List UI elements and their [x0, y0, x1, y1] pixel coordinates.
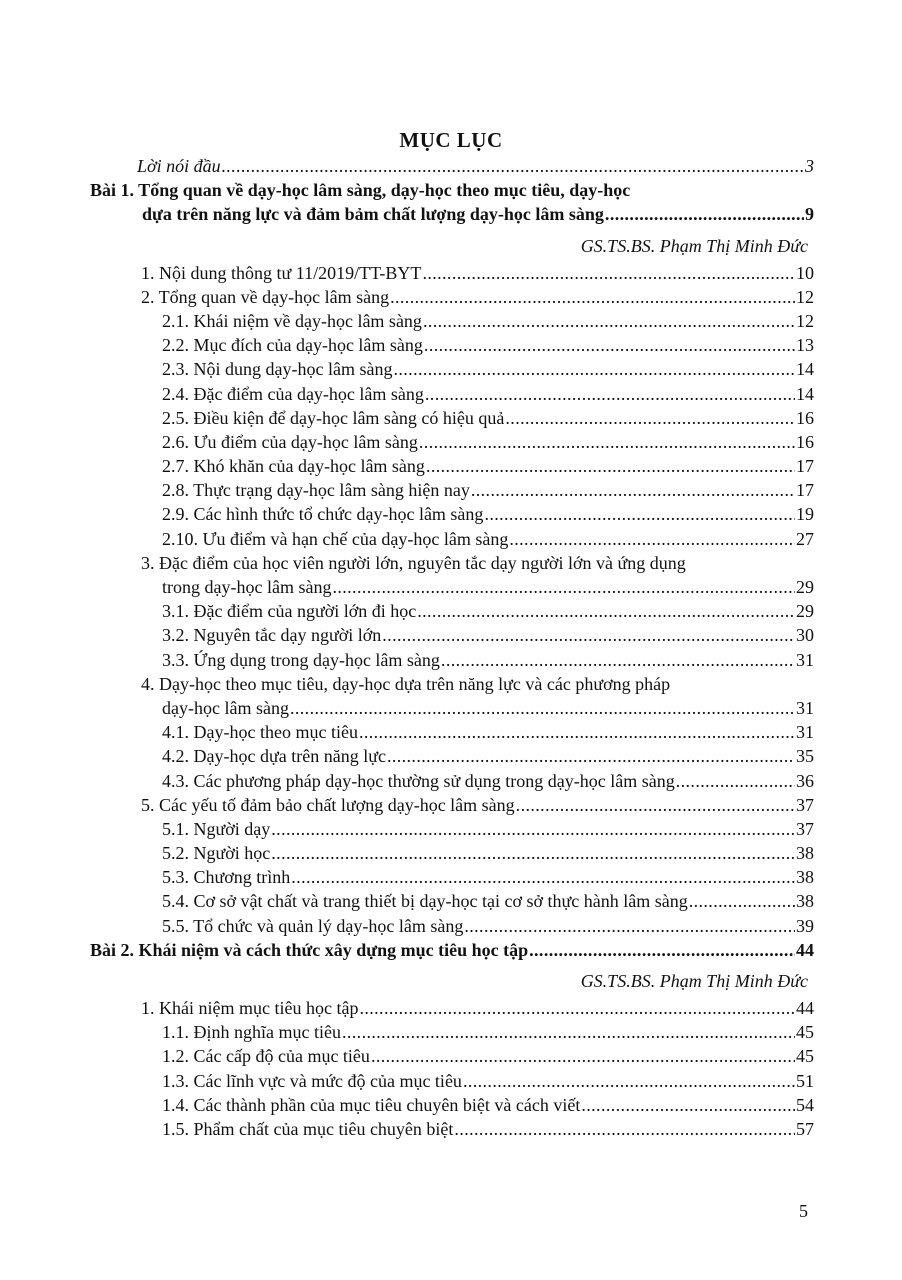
toc-entry-label: 1.5. Phẩm chất của mục tiêu chuyên biệt	[162, 1118, 454, 1139]
toc-entry-page: 13	[796, 335, 814, 356]
toc-entry[interactable]	[0, 672, 902, 696]
toc-entry[interactable]	[0, 1093, 902, 1117]
toc-entry-page: 36	[796, 770, 814, 791]
dot-leader	[359, 996, 795, 1020]
toc-entry[interactable]	[0, 696, 902, 720]
author-line: GS.TS.BS. Phạm Thị Minh Đức	[580, 971, 808, 991]
toc-entry-label: 1. Nội dung thông tư 11/2019/TT-BYT	[141, 262, 422, 283]
toc-entry-page: 12	[796, 286, 814, 307]
toc-entry-label: 4.3. Các phương pháp dạy-học thường sử dụng trong dạy-học lâm sàng	[162, 770, 675, 791]
toc-entry-label: dựa trên năng lực và đảm bảm chất lượng dạy-học lâm sàng	[142, 204, 604, 225]
toc-entry-label: 1.3. Các lĩnh vực và mức độ của mục tiêu	[162, 1070, 462, 1091]
toc-entry[interactable]	[0, 430, 902, 454]
toc-entry-label: 3.3. Ứng dụng trong dạy-học lâm sàng	[162, 649, 440, 670]
dot-leader	[291, 865, 795, 889]
toc-entry[interactable]	[0, 551, 902, 575]
page-title: MỤC LỤC	[399, 128, 503, 152]
toc-entry-label: 2.1. Khái niệm về dạy-học lâm sàng	[162, 310, 422, 331]
dot-leader	[387, 744, 795, 768]
toc-entry-label: 5.4. Cơ sở vật chất và trang thiết bị dạy-học tại cơ sở thực hành lâm sàng	[162, 891, 688, 912]
toc-entry-page: 44	[796, 939, 814, 960]
toc-entry-page: 29	[796, 601, 814, 622]
dot-leader	[424, 333, 795, 357]
dot-leader	[422, 261, 795, 285]
toc-entry-label: 1.2. Các cấp độ của mục tiêu	[162, 1046, 370, 1067]
toc-entry-page: 45	[796, 1046, 814, 1067]
dot-leader	[426, 454, 795, 478]
toc-entry[interactable]	[0, 309, 902, 333]
dot-leader	[359, 720, 795, 744]
toc-entry-page: 17	[796, 456, 814, 477]
toc-entry[interactable]	[0, 333, 902, 357]
toc-entry-page: 9	[805, 204, 814, 225]
toc-entry-page: 31	[796, 722, 814, 743]
toc-entry-label: 2.4. Đặc điểm của dạy-học lâm sàng	[162, 383, 424, 404]
toc-entry-page: 37	[796, 818, 814, 839]
toc-entry[interactable]	[0, 454, 902, 478]
dot-leader	[505, 406, 795, 430]
toc-entry-page: 37	[796, 794, 814, 815]
toc-entry-label: 2.7. Khó khăn của dạy-học lâm sàng	[162, 456, 425, 477]
toc-entry-label: 1. Khái niệm mục tiêu học tập	[141, 998, 359, 1018]
toc-entry[interactable]	[0, 914, 902, 938]
toc-entry-label: 2.8. Thực trạng dạy-học lâm sàng hiện nay	[162, 480, 470, 501]
toc-entry-page: 35	[796, 746, 814, 767]
toc-entry-page: 30	[796, 625, 814, 646]
toc-entry-page: 10	[796, 262, 814, 283]
dot-leader	[516, 793, 795, 817]
toc-entry[interactable]	[0, 865, 902, 889]
author-line: GS.TS.BS. Phạm Thị Minh Đức	[580, 235, 808, 256]
toc-entry[interactable]	[0, 261, 902, 285]
dot-leader	[471, 478, 795, 502]
toc-entry-label: 4. Dạy-học theo mục tiêu, dạy-học dựa trên năng lực và các phương pháp	[141, 673, 671, 694]
toc-entry-page: 38	[796, 843, 814, 864]
toc-entry[interactable]	[0, 178, 902, 202]
toc-entry-page: 44	[796, 998, 814, 1018]
toc-entry[interactable]	[0, 623, 902, 647]
toc-entry[interactable]	[0, 648, 902, 672]
toc-entry-label: 2.10. Ưu điểm và hạn chế của dạy-học lâm sàng	[162, 528, 509, 549]
toc-entry[interactable]	[0, 744, 902, 768]
toc-entry[interactable]	[0, 817, 902, 841]
dot-leader	[676, 769, 795, 793]
toc-entry-label: 2.2. Mục đích của dạy-học lâm sàng	[162, 335, 423, 356]
toc-entry-label: 5.2. Người học	[162, 843, 271, 864]
toc-entry-label: 3.2. Nguyên tắc dạy người lớn	[162, 625, 382, 646]
toc-entry-label: 1.4. Các thành phần của mục tiêu chuyên biệt và cách viết	[162, 1094, 581, 1115]
toc-entry-label: 2. Tổng quan về dạy-học lâm sàng	[141, 286, 390, 307]
toc-entry[interactable]	[0, 285, 902, 309]
toc-entry[interactable]	[0, 154, 902, 178]
toc-entry-page: 31	[796, 697, 814, 718]
toc-entry-page: 27	[796, 528, 814, 549]
dot-leader	[463, 1069, 795, 1093]
toc-entry-page: 38	[796, 891, 814, 912]
toc-entry-page: 38	[796, 867, 814, 888]
toc-entry-label: Lời nói đầu	[137, 156, 221, 176]
dot-leader	[509, 527, 795, 551]
toc-entry[interactable]	[0, 889, 902, 913]
toc-entry-page: 51	[796, 1070, 814, 1091]
dot-leader	[222, 154, 804, 178]
toc-entry-page: 16	[796, 407, 814, 428]
dot-leader	[371, 1044, 795, 1068]
toc-entry-page: 29	[796, 577, 814, 597]
toc-entry-label: Bài 1. Tổng quan về dạy-học lâm sàng, dạy-học theo mục tiêu, dạy-học	[90, 180, 631, 201]
toc-entry[interactable]	[0, 996, 902, 1020]
toc-entry[interactable]	[0, 406, 902, 430]
toc-entry[interactable]	[0, 1117, 902, 1141]
toc-entry-page: 3	[805, 156, 814, 176]
toc-entry[interactable]	[0, 1020, 902, 1044]
dot-leader	[484, 502, 795, 526]
toc-entry[interactable]	[0, 478, 902, 502]
toc-entry-page: 39	[796, 915, 814, 936]
toc-entry-label: 5.3. Chương trình	[162, 867, 291, 888]
toc-entry[interactable]	[0, 502, 902, 526]
toc-entry-label: 4.1. Dạy-học theo mục tiêu	[162, 722, 358, 743]
dot-leader	[417, 599, 795, 623]
dot-leader	[605, 202, 804, 226]
toc-entry-label: 2.6. Ưu điểm của dạy-học lâm sàng	[162, 431, 418, 452]
toc-entry[interactable]	[0, 1044, 902, 1068]
toc-entry-page: 45	[796, 1022, 814, 1043]
toc-entry-label: dạy-học lâm sàng	[162, 697, 289, 718]
dot-leader	[425, 382, 795, 406]
toc-entry[interactable]	[0, 769, 902, 793]
toc-entry[interactable]	[0, 575, 902, 599]
toc-entry-label: 4.2. Dạy-học dựa trên năng lực	[162, 746, 386, 767]
toc-entry-label: trong dạy-học lâm sàng	[162, 577, 332, 597]
page-number: 5	[799, 1201, 808, 1221]
toc-entry[interactable]	[0, 357, 902, 381]
toc-entry-page: 14	[796, 359, 814, 380]
toc-entry[interactable]	[0, 202, 902, 226]
toc-entry[interactable]	[0, 599, 902, 623]
dot-leader	[529, 938, 795, 962]
dot-leader	[689, 889, 795, 913]
toc-entry-label: 2.5. Điều kiện để dạy-học lâm sàng có hiệu quả	[162, 407, 505, 428]
toc-entry[interactable]	[0, 527, 902, 551]
table-of-contents	[0, 154, 902, 1141]
toc-entry-page: 19	[796, 504, 814, 525]
toc-entry-page: 16	[796, 431, 814, 452]
toc-entry[interactable]	[0, 938, 902, 962]
dot-leader	[382, 623, 795, 647]
dot-leader	[290, 696, 795, 720]
toc-entry-page: 12	[796, 310, 814, 331]
toc-entry-label: 3. Đặc điểm của học viên người lớn, nguyên tắc dạy người lớn và ứng dụng	[141, 552, 686, 573]
toc-entry-page: 17	[796, 480, 814, 501]
toc-entry[interactable]	[0, 1069, 902, 1093]
toc-entry[interactable]	[0, 720, 902, 744]
dot-leader	[393, 357, 795, 381]
toc-entry-page: 31	[796, 649, 814, 670]
toc-entry-page: 57	[796, 1118, 814, 1139]
dot-leader	[419, 430, 795, 454]
toc-entry-page: 14	[796, 383, 814, 404]
toc-entry-page: 54	[796, 1094, 814, 1115]
toc-entry[interactable]	[0, 793, 902, 817]
toc-entry-label: Bài 2. Khái niệm và cách thức xây dựng mục tiêu học tập	[90, 939, 529, 960]
dot-leader	[271, 841, 795, 865]
dot-leader	[271, 817, 795, 841]
toc-entry-label: 5.5. Tổ chức và quản lý dạy-học lâm sàng	[162, 915, 464, 936]
dot-leader	[390, 285, 795, 309]
toc-entry[interactable]	[0, 841, 902, 865]
toc-entry-label: 2.3. Nội dung dạy-học lâm sàng	[162, 359, 393, 380]
dot-leader	[464, 914, 795, 938]
dot-leader	[423, 309, 795, 333]
toc-entry[interactable]	[0, 382, 902, 406]
dot-leader	[581, 1093, 795, 1117]
toc-entry-label: 5. Các yếu tố đảm bảo chất lượng dạy-học lâm sàng	[141, 794, 515, 815]
toc-entry-label: 3.1. Đặc điểm của người lớn đi học	[162, 601, 417, 622]
dot-leader	[332, 575, 795, 599]
toc-entry-label: 5.1. Người dạy	[162, 818, 271, 839]
toc-entry-label: 2.9. Các hình thức tổ chức dạy-học lâm sàng	[162, 504, 484, 525]
dot-leader	[454, 1117, 795, 1141]
toc-entry-label: 1.1. Định nghĩa mục tiêu	[162, 1022, 341, 1043]
dot-leader	[342, 1020, 795, 1044]
dot-leader	[441, 648, 795, 672]
